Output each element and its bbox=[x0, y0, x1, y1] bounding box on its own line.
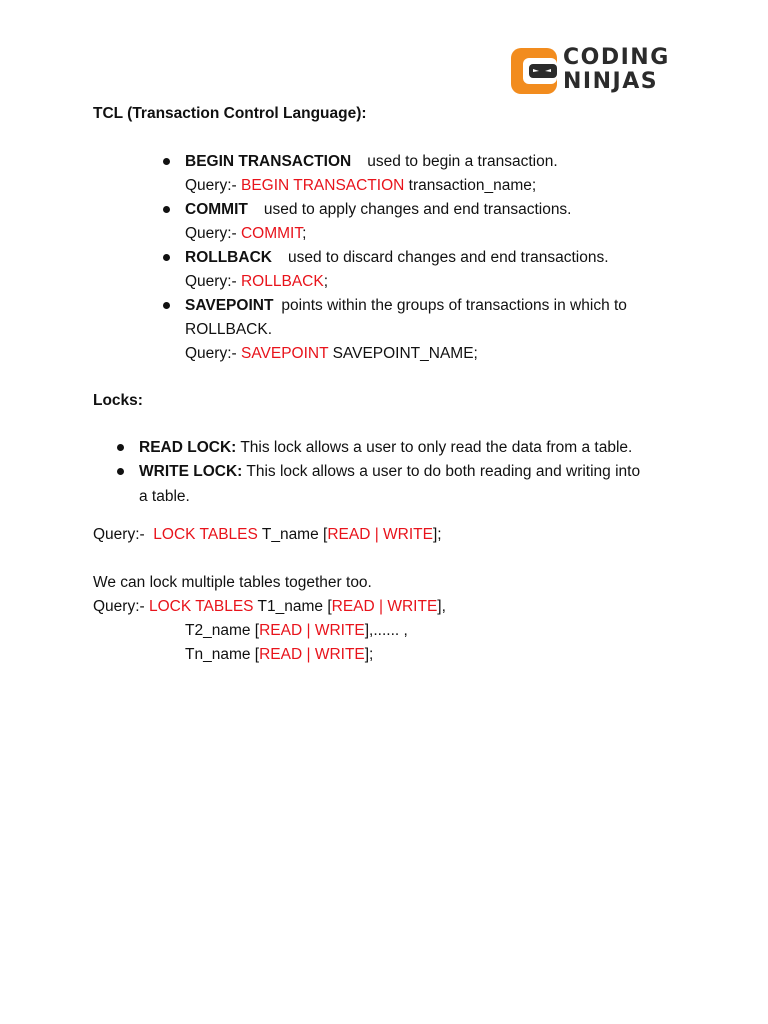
query-keyword: COMMIT bbox=[240, 225, 303, 242]
lock-modes: READ | WRITE bbox=[259, 646, 365, 663]
query-keyword: LOCK TABLES bbox=[153, 526, 258, 543]
bullet bbox=[163, 206, 170, 213]
tcl-heading: TCL (Transaction Control Language): bbox=[93, 105, 367, 122]
bullet bbox=[163, 254, 170, 261]
query-prefix: Query:- bbox=[185, 273, 241, 290]
description: used to apply changes and end transactions. bbox=[263, 201, 572, 218]
query-rest: ; bbox=[323, 273, 328, 290]
query-end: ],...... , bbox=[364, 622, 408, 639]
table-name: Tn_name [ bbox=[185, 646, 260, 663]
coding-ninjas-logo bbox=[511, 46, 681, 98]
query-lock-multiple-line-3 bbox=[185, 645, 373, 665]
query-savepoint bbox=[185, 344, 478, 364]
description: This lock allows a user to do both reading and writing into bbox=[242, 463, 641, 480]
tcl-item-savepoint bbox=[185, 296, 627, 316]
tcl-item-savepoint-continued: ROLLBACK. bbox=[185, 321, 273, 338]
query-keyword: SAVEPOINT bbox=[240, 345, 329, 362]
query-lock-multiple-line-2 bbox=[185, 621, 408, 641]
query-lock-multiple-line-1 bbox=[93, 597, 446, 617]
query-rollback bbox=[185, 272, 328, 292]
query-begin-transaction bbox=[185, 176, 536, 196]
tcl-item-rollback bbox=[185, 248, 609, 268]
query-end: ], bbox=[437, 598, 446, 615]
term: BEGIN TRANSACTION bbox=[185, 153, 352, 170]
description: This lock allows a user to only read the data from a table. bbox=[236, 439, 633, 456]
query-end: ]; bbox=[432, 526, 442, 543]
query-rest: transaction_name; bbox=[404, 177, 537, 194]
lock-modes: READ | WRITE bbox=[259, 622, 365, 639]
term: READ LOCK: bbox=[139, 439, 237, 456]
lock-modes: READ | WRITE bbox=[327, 526, 433, 543]
query-prefix: Query:- bbox=[93, 598, 149, 615]
query-end: ]; bbox=[364, 646, 374, 663]
query-rest: ; bbox=[302, 225, 307, 242]
lock-modes: READ | WRITE bbox=[331, 598, 438, 615]
query-prefix: Query:- bbox=[185, 345, 241, 362]
query-prefix: Query:- bbox=[185, 177, 241, 194]
description: used to begin a transaction. bbox=[367, 153, 558, 170]
query-commit bbox=[185, 224, 306, 244]
query-lock-tables bbox=[93, 525, 442, 545]
bullet bbox=[163, 302, 170, 309]
term: SAVEPOINT bbox=[185, 297, 274, 314]
ninja-mask-icon bbox=[511, 48, 557, 94]
term: WRITE LOCK: bbox=[139, 463, 243, 480]
logo-line-2: NINJAS bbox=[563, 69, 659, 94]
query-keyword: ROLLBACK bbox=[240, 273, 324, 290]
tcl-item-commit bbox=[185, 200, 572, 220]
bullet bbox=[117, 468, 124, 475]
query-prefix: Query:- bbox=[185, 225, 241, 242]
bullet bbox=[117, 444, 124, 451]
query-prefix: Query:- bbox=[93, 526, 154, 543]
table-name: T1_name [ bbox=[253, 598, 332, 615]
lock-item-write bbox=[139, 462, 640, 482]
tcl-item-begin-transaction bbox=[185, 152, 558, 172]
bullet bbox=[163, 158, 170, 165]
query-keyword: BEGIN TRANSACTION bbox=[240, 177, 405, 194]
description: points within the groups of transactions in which to bbox=[281, 297, 627, 314]
lock-item-write-continued: a table. bbox=[139, 488, 190, 505]
logo-wordmark bbox=[563, 46, 670, 94]
table-name: T2_name [ bbox=[185, 622, 260, 639]
locks-heading: Locks: bbox=[93, 392, 143, 409]
logo-line-1: CODING bbox=[563, 45, 670, 70]
multi-lock-note: We can lock multiple tables together too. bbox=[93, 574, 372, 591]
query-keyword: LOCK TABLES bbox=[148, 598, 254, 615]
lock-item-read bbox=[139, 438, 632, 458]
table-name: T_name [ bbox=[257, 526, 328, 543]
term: COMMIT bbox=[185, 201, 248, 218]
query-rest: SAVEPOINT_NAME; bbox=[328, 345, 478, 362]
term: ROLLBACK bbox=[185, 249, 272, 266]
description: used to discard changes and end transactions. bbox=[287, 249, 609, 266]
